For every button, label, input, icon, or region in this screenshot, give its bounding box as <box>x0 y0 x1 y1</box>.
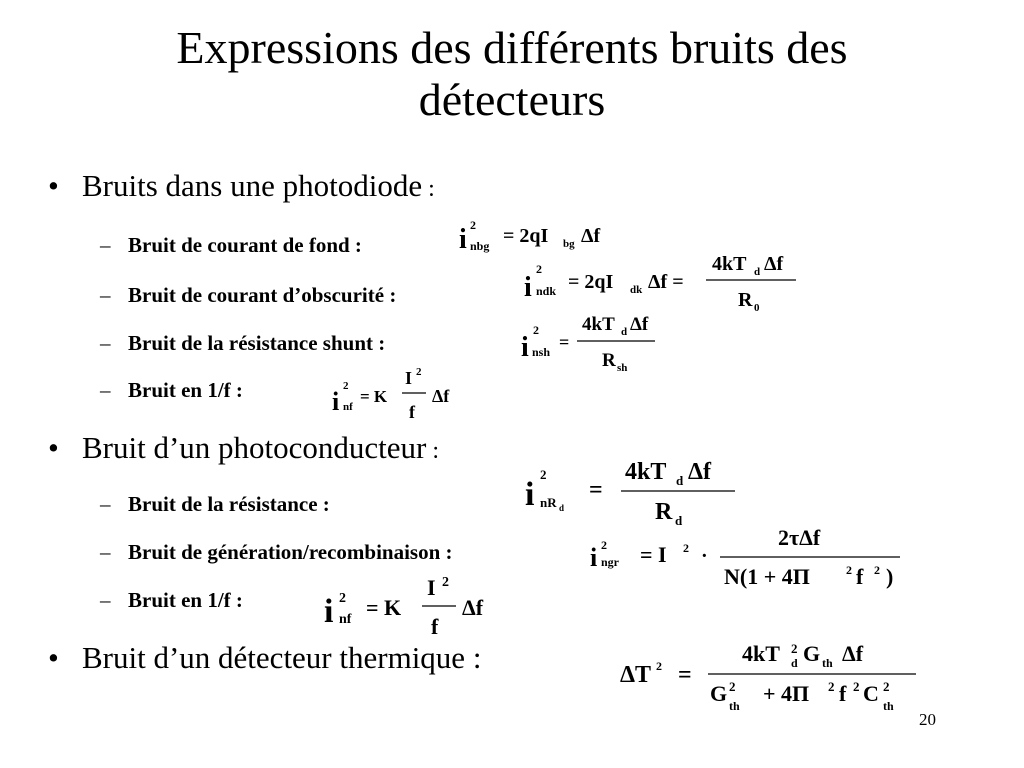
svg-text:d: d <box>791 656 798 670</box>
formula-resistance-shunt <box>517 308 667 378</box>
svg-text:·: · <box>701 545 708 567</box>
svg-text:2: 2 <box>343 380 349 392</box>
dash: – <box>100 331 111 355</box>
svg-text:N(1 + 4Π: N(1 + 4Π <box>724 564 810 589</box>
svg-text:2: 2 <box>533 323 539 337</box>
svg-text:2τΔf: 2τΔf <box>778 525 821 550</box>
svg-text:I: I <box>427 575 436 600</box>
sub-item-label: Bruit en 1/f : <box>128 378 243 402</box>
svg-text:2: 2 <box>601 538 607 552</box>
sub-item-label: Bruit de la résistance shunt : <box>128 331 386 355</box>
bullet-label: Bruit d’un photoconducteur <box>82 430 427 465</box>
svg-text:i: i <box>524 272 532 303</box>
svg-text:Δf: Δf <box>581 225 601 247</box>
svg-text:2: 2 <box>540 467 547 482</box>
sub-item-generation-recombinaison <box>100 540 453 565</box>
svg-text:i: i <box>521 332 529 363</box>
dash: – <box>100 540 111 564</box>
svg-text:d: d <box>559 503 565 513</box>
dash: – <box>100 378 111 402</box>
formula-generation-recombinaison <box>588 522 908 594</box>
svg-text:0: 0 <box>754 302 760 314</box>
svg-text:ndk: ndk <box>536 284 557 298</box>
svg-text:2: 2 <box>846 563 852 577</box>
sub-item-resistance <box>100 492 330 517</box>
svg-text:=: = <box>678 662 692 688</box>
svg-text:2: 2 <box>470 218 476 232</box>
bullet-dot: • <box>48 168 59 203</box>
svg-text:= 2qI: = 2qI <box>503 225 549 247</box>
svg-text:bg: bg <box>563 238 575 250</box>
bullet-label: Bruit d’un détecteur thermique : <box>82 640 482 675</box>
sub-item-label: Bruit de génération/recombinaison : <box>128 540 453 564</box>
svg-text:=: = <box>589 477 603 503</box>
svg-text:th: th <box>883 699 894 713</box>
svg-text:= K: = K <box>360 387 388 406</box>
bullet-dot: • <box>48 640 59 675</box>
svg-text:Δf: Δf <box>688 459 712 485</box>
svg-text:2: 2 <box>791 641 798 656</box>
svg-text:sh: sh <box>617 362 628 374</box>
bullet-suffix: : <box>426 438 440 464</box>
svg-text:2: 2 <box>416 366 422 378</box>
svg-text:2: 2 <box>683 541 689 555</box>
svg-text:G: G <box>710 681 728 706</box>
svg-text:2: 2 <box>536 262 542 276</box>
svg-text:4kT: 4kT <box>582 314 615 335</box>
formula-resistance-photoconducteur <box>525 455 745 530</box>
svg-text:= I: = I <box>640 542 667 567</box>
svg-text:2: 2 <box>828 679 835 694</box>
svg-text:R: R <box>655 499 673 525</box>
svg-text:Δf: Δf <box>842 641 864 666</box>
svg-text:f: f <box>839 681 847 706</box>
svg-text:Δf: Δf <box>432 386 450 406</box>
svg-text:Δf =: Δf = <box>648 271 684 293</box>
svg-text:4kT: 4kT <box>625 459 667 485</box>
svg-text:f: f <box>856 564 864 589</box>
svg-text:Δf: Δf <box>764 253 784 275</box>
svg-text:4kT: 4kT <box>742 641 780 666</box>
bullet-label: Bruits dans une photodiode <box>82 168 423 203</box>
svg-text:d: d <box>754 266 761 278</box>
title-line-1: Expressions des différents bruits des <box>176 22 848 73</box>
svg-text:C: C <box>863 681 879 706</box>
svg-text:d: d <box>675 513 683 528</box>
svg-text:nf: nf <box>339 612 352 627</box>
svg-text:2: 2 <box>339 591 346 606</box>
bullet-photoconducteur <box>48 430 439 466</box>
svg-text:i: i <box>332 387 340 416</box>
dash: – <box>100 492 111 516</box>
sub-item-label: Bruit de courant de fond : <box>128 233 362 257</box>
slide-title <box>0 22 1024 126</box>
svg-text:nf: nf <box>343 401 353 413</box>
formula-detecteur-thermique <box>620 635 925 720</box>
sub-item-label: Bruit de la résistance : <box>128 492 330 516</box>
bullet-suffix: : <box>422 176 435 202</box>
svg-text:I: I <box>405 368 413 388</box>
svg-text:i: i <box>525 476 535 513</box>
formula-bruit-1f-photoconducteur <box>322 572 522 642</box>
dash: – <box>100 283 111 307</box>
svg-text:=: = <box>559 332 570 352</box>
svg-text:2: 2 <box>874 563 880 577</box>
svg-text:th: th <box>729 699 740 713</box>
svg-text:nbg: nbg <box>470 239 490 253</box>
svg-text:G: G <box>803 641 821 666</box>
svg-text:d: d <box>621 326 628 338</box>
svg-text:= 2qI: = 2qI <box>568 271 614 293</box>
svg-text:2: 2 <box>853 679 860 694</box>
svg-text:nsh: nsh <box>532 345 551 359</box>
svg-text:dk: dk <box>630 284 643 296</box>
bullet-detecteur-thermique <box>48 640 481 676</box>
svg-text:i: i <box>459 224 467 255</box>
svg-text:th: th <box>822 656 833 670</box>
page-number: 20 <box>919 710 936 729</box>
svg-text:4kT: 4kT <box>712 253 747 275</box>
sub-item-bruit-1f-photo <box>100 588 243 613</box>
svg-text:R: R <box>738 289 753 311</box>
sub-item-courant-fond <box>100 233 362 258</box>
sub-item-bruit-1f <box>100 378 243 403</box>
svg-text:2: 2 <box>883 679 890 694</box>
svg-text:Δf: Δf <box>630 314 649 335</box>
svg-text:nR: nR <box>540 495 557 510</box>
sub-item-label: Bruit en 1/f : <box>128 588 243 612</box>
svg-text:f: f <box>409 402 415 422</box>
svg-text:): ) <box>886 564 894 589</box>
dash: – <box>100 588 111 612</box>
svg-text:i: i <box>590 543 598 572</box>
svg-text:d: d <box>676 473 684 488</box>
sub-item-resistance-shunt <box>100 331 385 356</box>
svg-text:2: 2 <box>729 679 736 694</box>
svg-text:i: i <box>324 593 334 630</box>
sub-item-label: Bruit de courant d’obscurité : <box>128 283 397 307</box>
svg-text:2: 2 <box>442 575 449 590</box>
svg-text:ΔT: ΔT <box>620 662 652 688</box>
svg-text:2: 2 <box>656 659 662 673</box>
bullet-dot: • <box>48 430 59 465</box>
svg-text:ngr: ngr <box>601 555 619 569</box>
svg-text:R: R <box>602 350 616 371</box>
sub-item-courant-obscurite <box>100 283 396 308</box>
svg-text:Δf: Δf <box>462 595 484 620</box>
dash: – <box>100 233 111 257</box>
bullet-photodiode <box>48 168 435 204</box>
svg-text:f: f <box>431 614 439 639</box>
svg-text:= K: = K <box>366 595 402 620</box>
formula-bruit-1f-photodiode <box>330 362 470 427</box>
title-line-2: détecteurs <box>418 74 606 125</box>
svg-text:+ 4Π: + 4Π <box>763 681 810 706</box>
